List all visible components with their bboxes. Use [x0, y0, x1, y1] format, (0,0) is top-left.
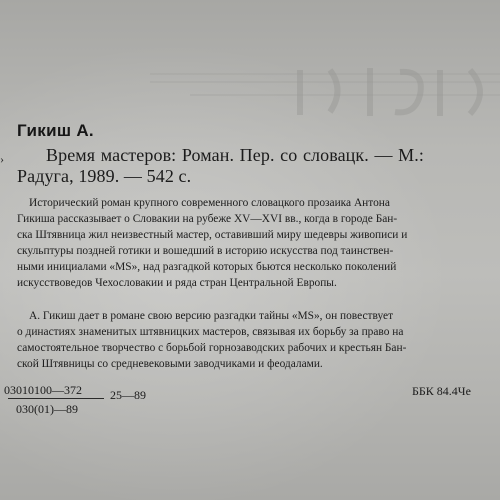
annotation-line: ными инициалами «MS», над разгадкой которых бьются несколько поколений [17, 261, 397, 273]
code-suffix: 25—89 [110, 388, 146, 402]
code-numerator: 03010100—372 [4, 383, 82, 397]
fraction-line [8, 398, 104, 399]
annotation-line: самостоятельное творчество с борьбой горнозаводских рабочих и крестьян Бан- [17, 342, 407, 354]
annotation-line: ской Штявницы со средневековыми заводчиками и феодалами. [17, 358, 323, 370]
edge-mark: › [0, 152, 4, 166]
annotation-paragraph-2 [17, 308, 406, 372]
title-line-1: Время мастеров: Роман. Пер. со словацк. — М.: [46, 145, 424, 165]
annotation-line: А. Гикиш дает в романе свою версию разгадки тайны «MS», он повествует [29, 310, 394, 322]
annotation-line: ска Штявница жил неизвестный мастер, оставивший миру шедевры живописи и [17, 229, 408, 241]
bbk-index: ББК 84.4Че [412, 384, 471, 398]
annotation-paragraph-1 [17, 195, 407, 291]
annotation-line: скульптуры поздней готики и вошедший в историю искусства под таинствен- [17, 245, 394, 257]
annotation-line: Исторический роман крупного современного словацкого прозаика Антона [29, 197, 390, 209]
annotation-line: искусствоведов Чехословакии и ряда стран Центральной Европы. [17, 277, 337, 289]
code-denominator: 030(01)—89 [16, 402, 78, 416]
annotation-line: о династиях знаменитых штявницких мастеров, связывая их борьбу за право на [17, 326, 404, 338]
title-line-2: Радуга, 1989. — 542 с. [17, 166, 192, 186]
author-name: Гикиш А. [17, 121, 94, 140]
annotation-line: Гикиша рассказывает о Словакии на рубеже XV—XVI вв., когда в городе Бан- [17, 213, 398, 225]
